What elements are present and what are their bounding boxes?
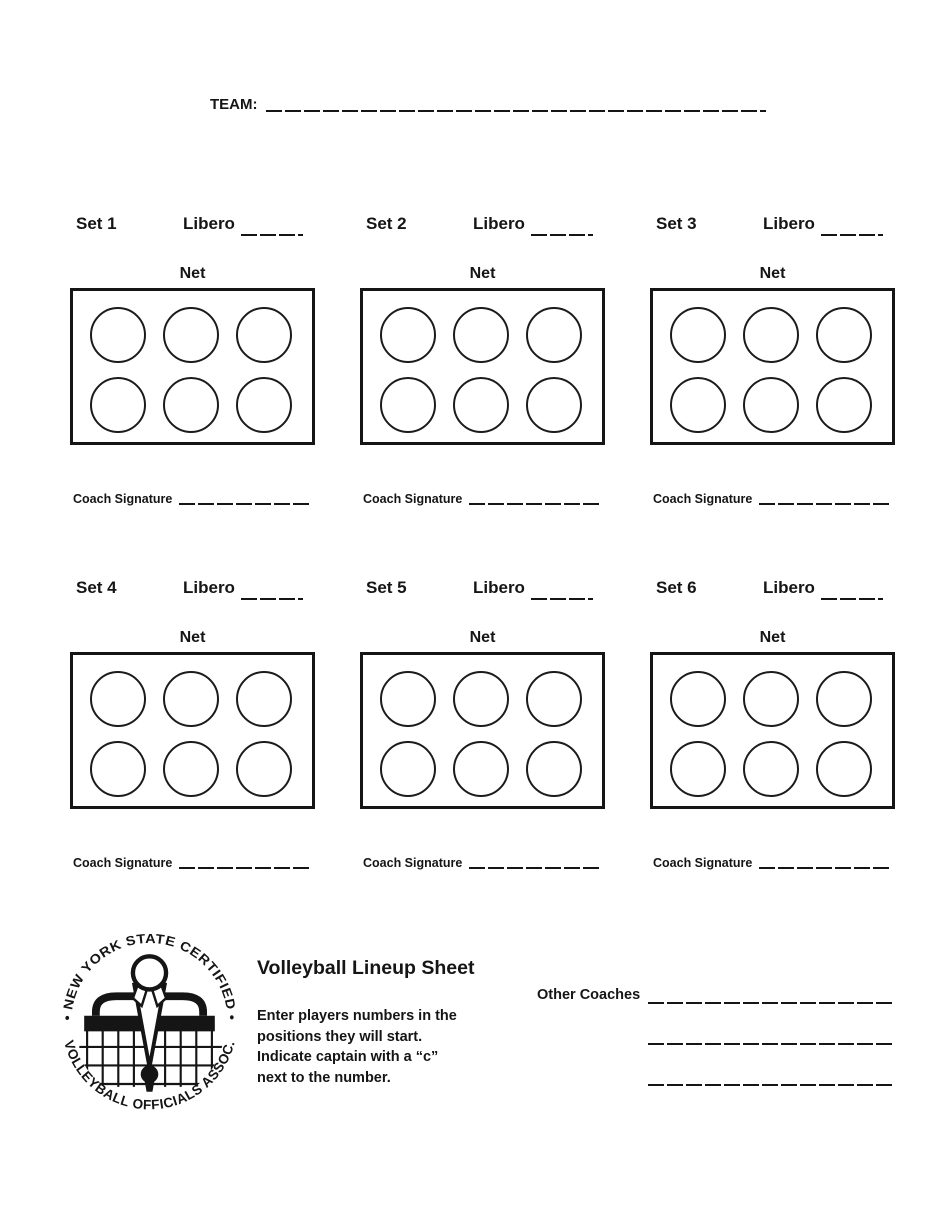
set-title: Set 5: [366, 578, 407, 597]
team-label: TEAM:: [210, 96, 258, 113]
net-label: Net: [179, 265, 206, 282]
player-position-circle[interactable]: [236, 741, 292, 797]
player-position-circle[interactable]: [743, 377, 799, 433]
set-panel: [650, 578, 895, 871]
set-title: Set 3: [656, 214, 697, 233]
court-diagram: [650, 288, 895, 445]
set-header: [650, 214, 895, 238]
net-label: Net: [179, 629, 206, 646]
court-diagram: [70, 288, 315, 445]
player-position-circle[interactable]: [163, 377, 219, 433]
net-label: Net: [469, 265, 496, 282]
set-header: [360, 578, 605, 602]
player-position-circle[interactable]: [816, 307, 872, 363]
libero-label: Libero: [763, 214, 815, 233]
coach-signature-row: [653, 856, 892, 870]
set-title: Set 1: [76, 214, 117, 233]
player-position-circle[interactable]: [90, 671, 146, 727]
coach-signature-label: Coach Signature: [653, 492, 753, 506]
player-position-circle[interactable]: [380, 307, 436, 363]
coach-signature-blank-line[interactable]: [179, 867, 312, 869]
team-row: [210, 96, 766, 113]
player-position-circle[interactable]: [90, 307, 146, 363]
player-position-circle[interactable]: [670, 377, 726, 433]
player-position-circle[interactable]: [743, 307, 799, 363]
coach-signature-row: [73, 492, 312, 506]
logo-arc-bottom-text: VOLLEYBALL OFFICIALS ASSOC.: [61, 1038, 238, 1113]
logo-arc-top-text: • NEW YORK STATE CERTIFIED •: [59, 930, 240, 1021]
player-position-circle[interactable]: [380, 741, 436, 797]
set-title: Set 2: [366, 214, 407, 233]
page-title: Volleyball Lineup Sheet: [257, 957, 475, 979]
player-position-circle[interactable]: [816, 671, 872, 727]
court-diagram: [360, 288, 605, 445]
coach-signature-blank-line[interactable]: [759, 867, 892, 869]
instruction-line: Indicate captain with a “c”: [257, 1049, 439, 1065]
player-position-circle[interactable]: [816, 741, 872, 797]
libero-blank-line[interactable]: [241, 598, 303, 600]
player-position-circle[interactable]: [526, 671, 582, 727]
player-position-circle[interactable]: [526, 307, 582, 363]
set-header: [70, 578, 315, 602]
set-panel: [70, 578, 315, 871]
coach-signature-row: [73, 856, 312, 870]
libero-label: Libero: [473, 214, 525, 233]
player-position-circle[interactable]: [236, 307, 292, 363]
player-position-circle[interactable]: [380, 377, 436, 433]
player-position-circle[interactable]: [163, 307, 219, 363]
coach-signature-row: [363, 856, 602, 870]
court-diagram: [650, 652, 895, 809]
player-position-circle[interactable]: [526, 377, 582, 433]
player-position-circle[interactable]: [453, 377, 509, 433]
libero-label: Libero: [763, 578, 815, 597]
set-panel: [360, 578, 605, 871]
coach-signature-label: Coach Signature: [73, 492, 173, 506]
coach-signature-row: [653, 492, 892, 506]
court-diagram: [70, 652, 315, 809]
libero-blank-line[interactable]: [241, 234, 303, 236]
set-title: Set 6: [656, 578, 697, 597]
sets-grid: [70, 214, 895, 871]
player-position-circle[interactable]: [743, 741, 799, 797]
libero-label: Libero: [473, 578, 525, 597]
set-title: Set 4: [76, 578, 117, 597]
coach-signature-blank-line[interactable]: [179, 503, 312, 505]
coach-signature-blank-line[interactable]: [759, 503, 892, 505]
coach-signature-label: Coach Signature: [73, 856, 173, 870]
instruction-line: Enter players numbers in the: [257, 1008, 457, 1024]
instructions-text: [257, 1006, 497, 1088]
set-panel: [360, 214, 605, 507]
player-position-circle[interactable]: [163, 741, 219, 797]
libero-label: Libero: [183, 578, 235, 597]
player-position-circle[interactable]: [453, 307, 509, 363]
player-position-circle[interactable]: [90, 741, 146, 797]
libero-label: Libero: [183, 214, 235, 233]
instruction-line: next to the number.: [257, 1069, 391, 1086]
player-position-circle[interactable]: [453, 741, 509, 797]
net-label: Net: [469, 629, 496, 646]
player-position-circle[interactable]: [526, 741, 582, 797]
net-label: Net: [759, 265, 786, 282]
officials-association-logo-icon: [52, 928, 247, 1123]
set-panel: [70, 214, 315, 507]
set-panel: [650, 214, 895, 507]
coach-signature-label: Coach Signature: [653, 856, 753, 870]
other-coach-blank-line[interactable]: [648, 1043, 893, 1045]
player-position-circle[interactable]: [670, 307, 726, 363]
player-position-circle[interactable]: [453, 671, 509, 727]
player-position-circle[interactable]: [380, 671, 436, 727]
other-coach-blank-line[interactable]: [648, 1002, 893, 1004]
player-position-circle[interactable]: [163, 671, 219, 727]
libero-blank-line[interactable]: [531, 234, 593, 236]
coach-signature-row: [363, 492, 602, 506]
coach-signature-label: Coach Signature: [363, 856, 463, 870]
player-position-circle[interactable]: [670, 671, 726, 727]
net-label: Net: [759, 629, 786, 646]
set-header: [650, 578, 895, 602]
player-position-circle[interactable]: [670, 741, 726, 797]
coach-signature-blank-line[interactable]: [469, 867, 602, 869]
libero-blank-line[interactable]: [821, 598, 883, 600]
player-position-circle[interactable]: [743, 671, 799, 727]
set-header: [360, 214, 605, 238]
referee-and-net-graphic: [79, 956, 223, 1092]
coach-signature-blank-line[interactable]: [469, 503, 602, 505]
set-header: [70, 214, 315, 238]
player-position-circle[interactable]: [236, 671, 292, 727]
other-coaches-label: Other Coaches: [537, 987, 641, 1003]
coach-signature-label: Coach Signature: [363, 492, 463, 506]
instruction-line: positions they will start.: [257, 1028, 423, 1045]
other-coach-blank-line[interactable]: [648, 1084, 893, 1086]
libero-blank-line[interactable]: [531, 598, 593, 600]
player-position-circle[interactable]: [90, 377, 146, 433]
libero-blank-line[interactable]: [821, 234, 883, 236]
court-diagram: [360, 652, 605, 809]
team-name-blank-line[interactable]: [266, 110, 766, 112]
player-position-circle[interactable]: [816, 377, 872, 433]
player-position-circle[interactable]: [236, 377, 292, 433]
